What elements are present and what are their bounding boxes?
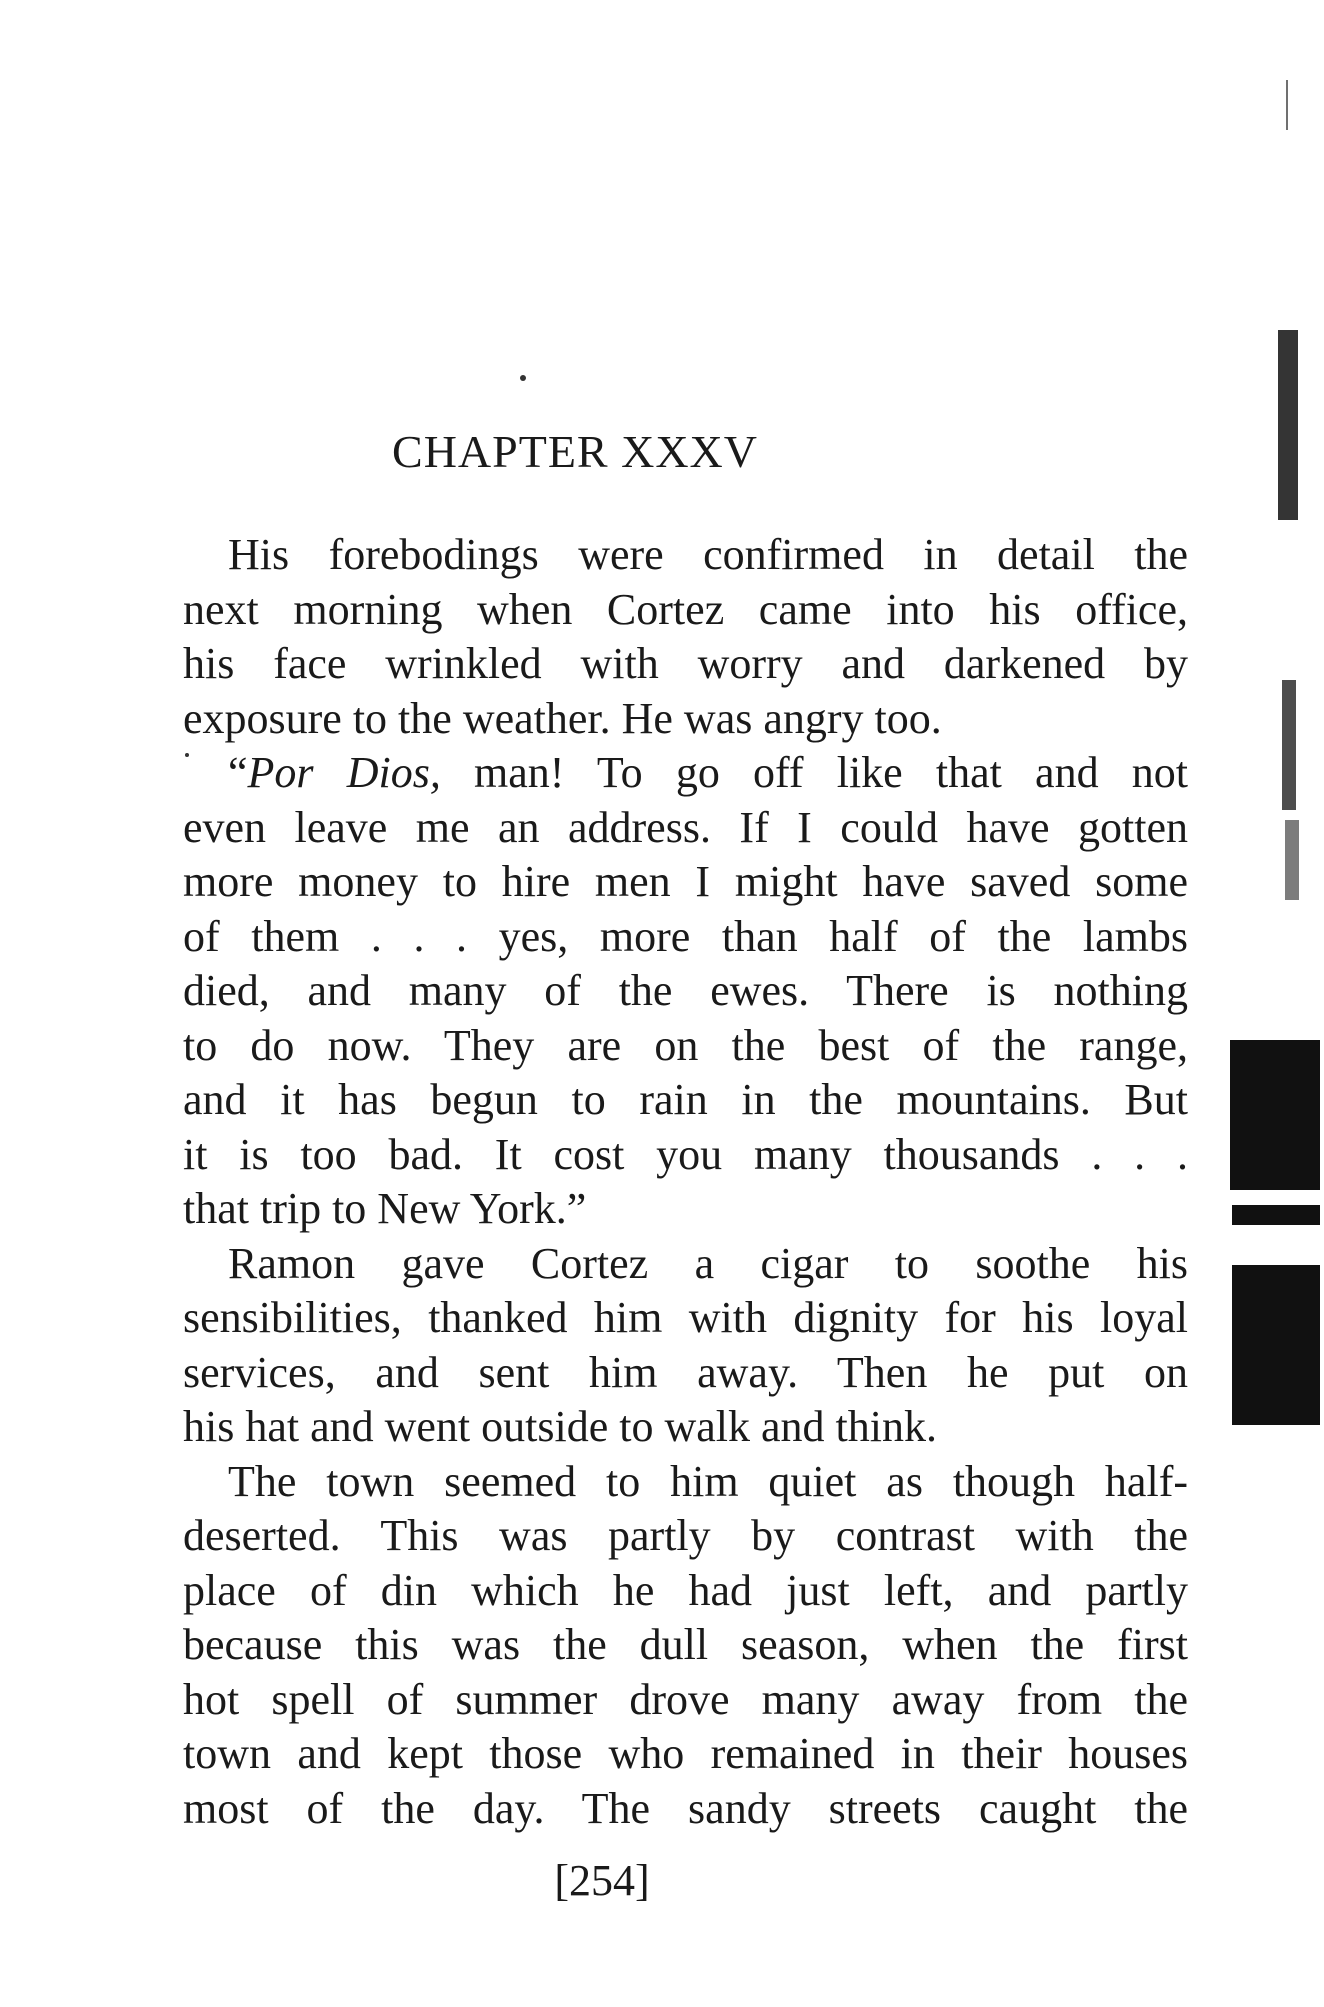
text-line: town and kept those who remained in their houses [183, 1729, 1188, 1778]
text-line: next morning when Cortez came into his office, [183, 584, 1188, 634]
body-text [183, 528, 1188, 1836]
paragraph [183, 1455, 1188, 1837]
text-line: His forebodings were confirmed in detail the [228, 530, 1188, 579]
text-line: his face wrinkled with worry and darkened by [183, 639, 1188, 688]
text-line: hot spell of summer drove many away from the [183, 1674, 1188, 1724]
text-line-rest: man! To go off like that and not [440, 748, 1188, 797]
text-line: Ramon gave Cortez a cigar to soothe his [228, 1238, 1188, 1288]
italic-phrase: Por Dios, [247, 748, 441, 797]
text-line: sensibilities, thanked him with dignity for his loyal [183, 1293, 1188, 1342]
paragraph [183, 528, 1188, 746]
paragraph [183, 1237, 1188, 1455]
paragraph [183, 746, 1188, 1237]
text-line: that trip to New York.” [183, 1184, 587, 1233]
text-line: exposure to the weather. He was angry too. [183, 693, 942, 743]
text-line: died, and many of the ewes. There is nothing [183, 966, 1188, 1015]
text-line: it is too bad. It cost you many thousands . . . [183, 1129, 1188, 1179]
text-line: and it has begun to rain in the mountains. But [183, 1075, 1188, 1124]
chapter-title: CHAPTER XXXV [392, 426, 758, 477]
text-line: more money to hire men I might have saved some [183, 857, 1188, 906]
text-line: services, and sent him away. Then he put on [183, 1347, 1188, 1397]
text-line: because this was the dull season, when the first [183, 1620, 1188, 1669]
text-line [183, 746, 1188, 801]
page-number: [254] [554, 1856, 650, 1905]
open-quote: “ [228, 748, 248, 797]
text-line: to do now. They are on the best of the range, [183, 1020, 1188, 1070]
text-line: deserted. This was partly by contrast with the [183, 1511, 1188, 1560]
text-line: place of din which he had just left, and partly [183, 1565, 1188, 1615]
text-line: of them . . . yes, more than half of the lambs [183, 911, 1188, 961]
text-line: his hat and went outside to walk and think. [183, 1402, 937, 1451]
text-line: The town seemed to him quiet as though half- [228, 1456, 1188, 1506]
text-line: most of the day. The sandy streets caught the [183, 1783, 1188, 1833]
text-line: even leave me an address. If I could have gotten [183, 802, 1188, 852]
